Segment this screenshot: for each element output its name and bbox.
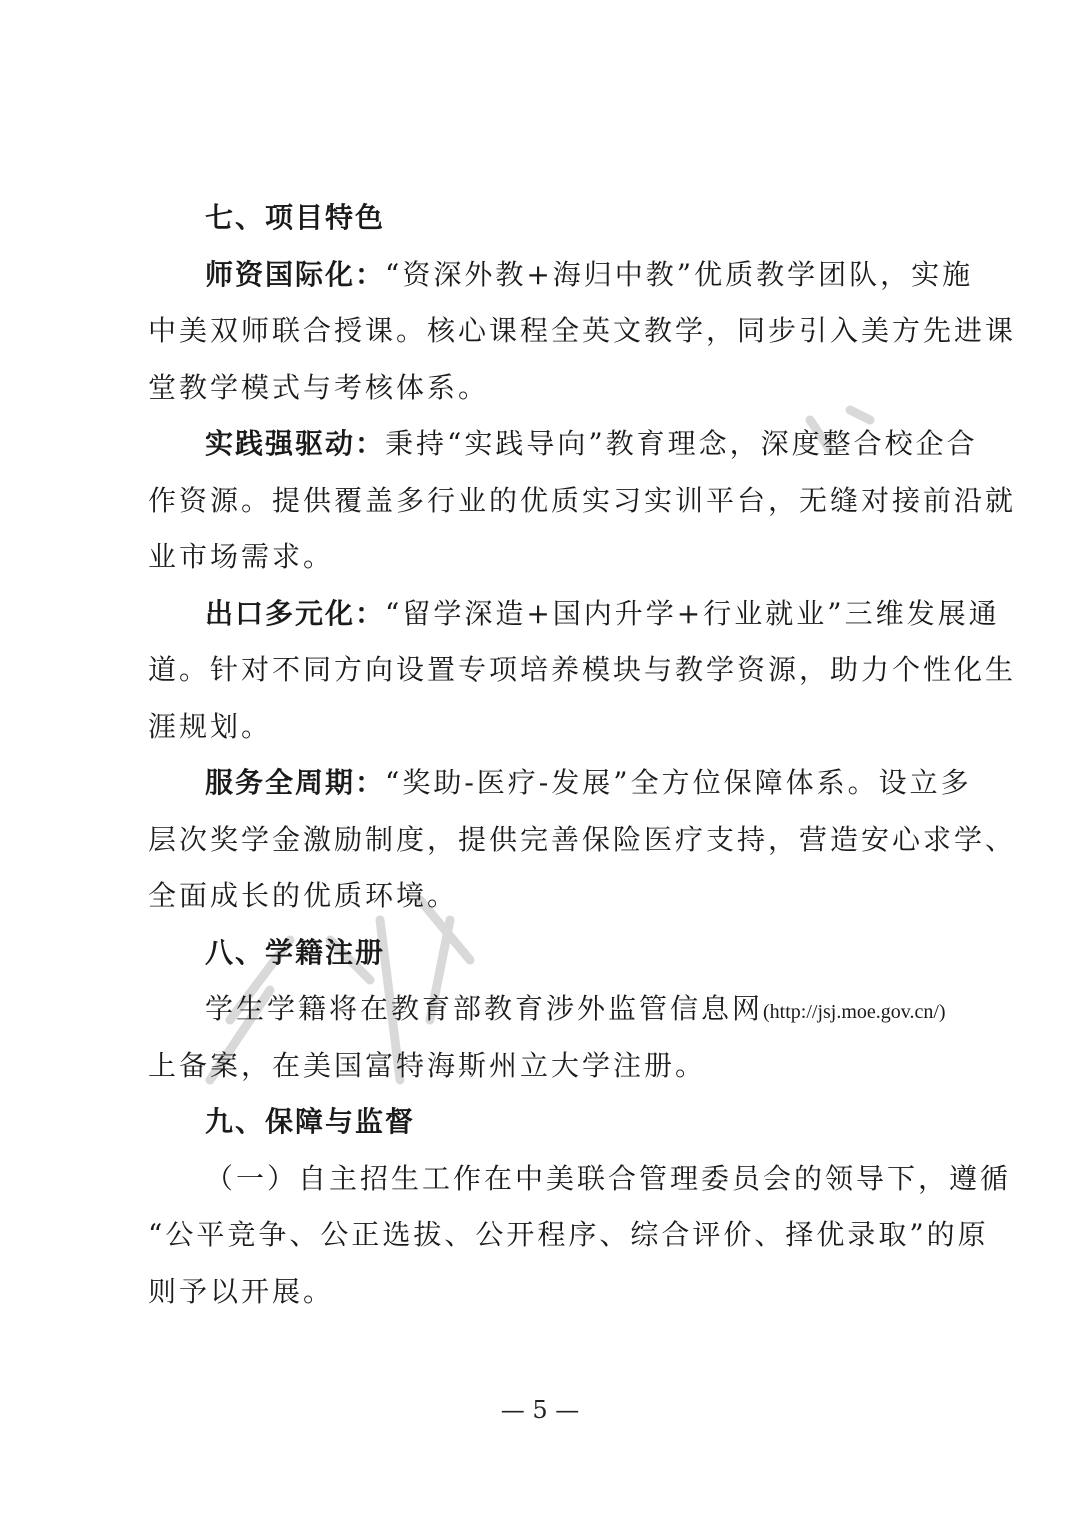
page-number: — 5 —: [500, 1396, 580, 1424]
paragraph-line: 上备案，在美国富特海斯州立大学注册。: [148, 1048, 707, 1082]
paragraph-lead: 实践强驱动：: [205, 427, 386, 460]
section-heading-features: 七、项目特色: [205, 201, 386, 234]
paragraph-line: 业市场需求。: [148, 540, 335, 573]
paragraph-line: 层次奖学金激励制度，提供完善保险医疗支持，营造安心求学、: [148, 822, 1017, 856]
paragraph-lead: 师资国际化：: [205, 257, 386, 291]
paragraph-text: “留学深造+国内升学+行业就业”三维发展通: [385, 596, 1000, 630]
paragraph-line: 作资源。提供覆盖多行业的优质实习实训平台，无缝对接前沿就: [148, 483, 1017, 517]
paragraph-line: 则予以开展。: [148, 1274, 335, 1308]
paragraph-line: 道。针对不同方向设置专项培养模块与教学资源，助力个性化生: [148, 653, 1017, 686]
paragraph-line: [148, 416, 978, 473]
paragraph-text: 秉持“实践导向”教育理念，深度整合校企合: [385, 427, 978, 460]
paragraph-text: “资深外教+海归中教”优质教学团队，实施: [385, 257, 974, 291]
paragraph-line: [148, 755, 972, 812]
paragraph-lead: 服务全周期：: [205, 766, 386, 799]
paragraph-line: [148, 981, 948, 1038]
paragraph-line: “公平竞争、公正选拔、公开程序、综合评价、择优录取”的原: [148, 1218, 989, 1251]
section-heading-registration: 八、学籍注册: [205, 935, 386, 969]
document-body: [148, 190, 1017, 1320]
paragraph-line: 涯规划。: [148, 709, 273, 743]
paragraph-text: “奖助-医疗-发展”全方位保障体系。设立多: [385, 766, 972, 799]
section-heading-supervision: 九、保障与监督: [205, 1105, 416, 1138]
paragraph-line: 堂教学模式与考核体系。: [148, 370, 490, 404]
website-url: (http://jsj.moe.gov.cn/): [763, 1001, 946, 1023]
paragraph-text: 学生学籍将在教育部教育涉外监管信息网: [205, 992, 764, 1025]
paragraph-line: [148, 247, 974, 304]
paragraph-line: （一）自主招生工作在中美联合管理委员会的领导下，遵循: [205, 1161, 1012, 1195]
paragraph-lead: 出口多元化：: [205, 596, 386, 630]
paragraph-line: 中美双师联合授课。核心课程全英文教学，同步引入美方先进课: [148, 314, 1017, 347]
paragraph-line: [148, 586, 1000, 643]
paragraph-line: 全面成长的优质环境。: [148, 879, 459, 912]
